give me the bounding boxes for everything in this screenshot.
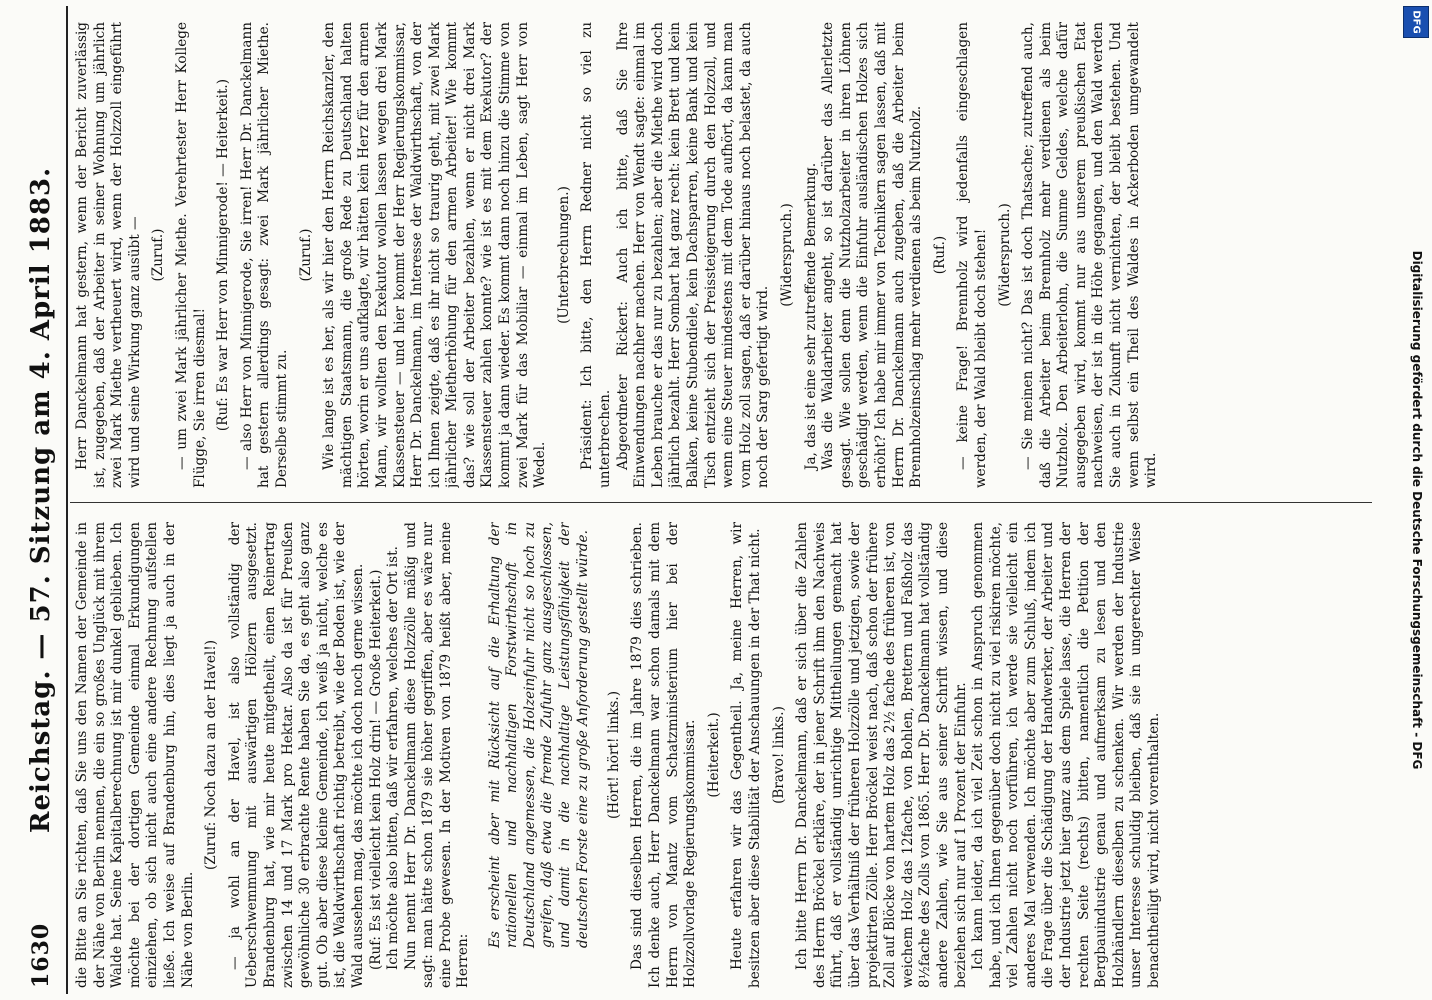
page-number: 1630 <box>28 922 54 988</box>
interjection: (Bravo! links.) <box>770 706 787 804</box>
running-title: Reichstag. — 57. Sitzung am 4. April 1883. <box>26 166 56 834</box>
paragraph: — ja wohl an der Havel, ist also vollständig der Ueberschwemmung mit auswärtigen Hölzern ausgesetzt. Brandenburg hat, wie mir heute mitgetheilt, einen Reinertrag zwischen 14 und 17 Mark pro Hektar. Also da ist für Preußen gewöhnliche 30 erbrachte Rente haben Sie da, es geht also ganz gut. Ob aber diese kleine Gemeinde, ich weiß ja nicht, welche es ist, die Waldwirthschaft richtig betreibt, wie der Boden ist, wie der Wald aussehen mag, das möchte ich doch noch gerne wissen. <box>226 522 366 988</box>
interjection: (Heiterkeit.) <box>705 712 722 798</box>
paragraph: Nun nennt Herr Dr. Danckelmann diese Holzzölle mäßig und sagt: man hätte schon 1879 sie höher gegriffen, aber es wäre nur eine Probe gewesen. In der Motiven von 1879 heißt aber, meine Herren: <box>402 522 472 988</box>
speaker-paragraph: Abgeordneter Rickert: Auch ich bitte, daß Sie Ihre Einwendungen nachher machen. Herr von Wendt sagte: einmal im Leben brauche er das nur zu bezahlen; aber die Miethe wird doch jährlich bezahlt. Herr Sombart hat ganz recht: kein Brett und kein Balken, keine Stubendiele, kein Dachsparren, keine Bank und kein Tisch entzieht sich der Preissteigerung durch den Holzzoll, und wenn eine Steuer mindestens mit dem Tode aufhört, da kann man vom Holz zoll sagen, daß er darüber hinaus noch belastet, da auch noch der Sarg gefertigt wird. <box>614 22 772 488</box>
quotation: Es erscheint aber mit Rücksicht auf die Erhaltung der rationellen und nachhaltigen Forstwirthschaft in Deutschland angemessen, die Holzeinfuhr nicht so hoch zu greifen, daß etwa die fremde Zufuhr ganz ausgeschlossen, und damit in die nachhaltige Leistungsfähigkeit der deutschen Forste eine zu große Anforderung gestellt würde. <box>486 522 591 948</box>
page-header <box>22 0 58 1000</box>
paragraph: Heute erfahren wir das Gegentheil. Ja, meine Herren, wir besitzen aber diese Stabilität der Anschauungen in der That nicht. <box>729 522 763 988</box>
paragraph: Ich bitte Herrn Dr. Danckelmann, daß er sich über die Zahlen des Herrn Bröckel erkläre, der in jener Schrift ihm den Nachweis führt, daß er vollständig unrichtige Mittheilungen gemacht hat über das Verhältniß der früheren Holzzölle und jetzigen, sowie der projektirten Zölle. Herr Bröckel weist nach, daß schon der frühere Zoll auf Blöcke von hartem Holz das 2½ fache des früheren ist, von weichem Holz das 12fache, von Bohlen, Brettern und Faßholz das 8½fache des Zolls von 1865. Herr Dr. Danckelmann hat vollständig andere Zahlen, wie Sie aus seiner Schrift wissen, und diese beziehen sich nur auf 1 Prozent der Einfuhr. <box>794 522 969 988</box>
interjection: (Unterbrechungen.) <box>555 186 572 324</box>
paragraph: — keine Frage! Brennholz wird jedenfalls eingeschlagen werden, der Wald bleibt doch stehen! <box>955 22 989 488</box>
paragraph: — um zwei Mark jährlicher Miethe. Verehrtester Herr Kollege Flügge, Sie irren diesmal! <box>173 22 208 488</box>
interjection: (Ruf: Es war Herr von Minnigerode! — Heiterkeit.) <box>215 78 232 432</box>
paragraph: Das sind dieselben Herren, die im Jahre 1879 dies schrieben. Ich denke auch, Herr Danckelmann war schon damals mit dem Herrn von Mantz vom Schatzministerium hier bei der Holzzollvorlage Regierungskommissar. <box>629 522 699 988</box>
interjection: (Hört! hört! links.) <box>605 690 622 820</box>
interjection: (Widerspruch.) <box>778 203 795 307</box>
paragraph: Herr Danckelmann hat gestern, wenn der Bericht zuverlässig ist, zugegeben, daß der Arbeiter in seiner Wohnung um jährlich zwei Mark Miethe vertheuert wird, wenn der Holzzoll eingeführt wird und seine Wirkung ganz ausübt — <box>74 22 143 488</box>
right-column <box>74 22 1394 488</box>
interjection: (Zuruf.) <box>150 228 167 282</box>
dfg-logo: DFG <box>1403 6 1429 38</box>
paragraph: Was die Waldarbeiter angeht, so ist darüber das Allerletzte gesagt. Wie sollen denn die Nutzholzarbeiter in ihren Löhnen geschädigt werden, wenn die Einfuhr ausländischen Holzes sich erhöht? Ich habe mir immer von Technikern sagen lassen, daß mit Herrn Dr. Danckelmann auch zugeben, daß die Arbeiter beim Brennholzeinschlag mehr verdienen als beim Nutzholz. <box>820 22 925 488</box>
paragraph: — also Herr von Minnigerode, Sie irren! Herr Dr. Danckelmann hat gestern allerdings gesagt: zwei Mark jährlicher Miethe. Derselbe stimmt zu. <box>238 22 290 488</box>
paragraph: Ich kann leider, da ich viel Zeit schon in Anspruch genommen habe, und ich Ihnen gegenüber doch nicht zu viel riskiren möchte, viel Zahlen nicht noch vorführen, ich werde sie vielleicht ein anderes Mal verwenden. Ich möchte aber zum Schluß, indem ich die Frage über die Schädigung der Handwerker, der Arbeiter und der Industrie jetzt hier ganz aus dem Spiele lasse, die Herren der rechten Seite (rechts) bitten, namentlich die Petition der Bergbauindustrie genau und aufmerksam zu lesen und den Holzhändlern dieselben zu schenken. Wir werden der Industrie unser Interesse schuldig bleiben, daß sie in ungerechter Weise benachtheiligt wird, nicht vorenthalten. <box>970 522 1163 988</box>
paragraph: Ich möchte also bitten, daß wir erfahren, welches der Ort ist. <box>385 546 402 970</box>
interjection: (Ruf.) <box>931 235 948 275</box>
paragraph: Ja, das ist eine sehr zutreffende Bemerkung. <box>802 162 819 470</box>
interjection: (Ruf: Es ist vielleicht kein Holz drin! — Große Heiterkeit.) <box>367 569 384 970</box>
paragraph: — Sie meinen nicht? Das ist doch Thatsache; zutreffend auch, daß die Arbeiter beim Brennholz mehr verdienen als beim Nutzholz. Den Arbeiterlohn, die Summe Geldes, welche dafür ausgegeben wird, kommt nur aus unserem preußischen Etat nachweisen, der ist in die Höhe gegangen, und den Wald werden Sie auch in Zukunft nicht vernichten, der bleibt bestehen. Und wenn selbst ein Theil des Waldes in Ackerboden umgewandelt wird. <box>1020 22 1160 488</box>
column-divider <box>70 502 1372 503</box>
header-rule <box>66 6 68 994</box>
interjection: (Zuruf: Noch dazu an der Havel!) <box>203 639 220 871</box>
dfg-watermark <box>1402 0 1432 1000</box>
watermark-text: Digitalisierung gefördert durch die Deutsche Forschungsgemeinschaft - DFG <box>1410 250 1424 770</box>
interjection: (Zuruf.) <box>297 228 314 282</box>
paragraph: Wie lange ist es her, als wir hier den Herrn Reichskanzler, den mächtigen Staatsmann, die große Rede zu Deutschland halten hörten, worin er uns aufklagte, wir hätten kein Herz für den armen Mann, wir wollten den Exekutor wollen lassen wegen drei Mark Klassensteuer — und hier kommt der Herr Regierungskommissar, Herr Dr. Danckelmann, im Interesse der Waldwirthschaft, von der ich Ihnen zeigte, daß es ihr nicht so traurig geht, mit zwei Mark jährlicher Mietherhöhung für den armen Arbeiter! Wie kommt das? wie soll der Arbeiter bezahlen, wenn er nicht drei Mark Klassensteuer zahlen konnte? wie ist es mit dem Exekutor? der kommt ja dann wieder. Es kommt dann noch hinzu die Stimme von zwei Mark für das Mobiliar — einmal im Leben, sagt Herr von Wedel. <box>321 22 549 488</box>
speaker-paragraph: Präsident: Ich bitte, den Herrn Redner nicht so viel zu unterbrechen. <box>579 22 614 488</box>
left-column <box>74 522 1394 988</box>
interjection: (Widerspruch.) <box>996 203 1013 307</box>
paragraph: die Bitte an Sie richten, daß Sie uns den Namen der Gemeinde in der Nähe von Berlin nennen, die ein so großes Unglück mit ihrem Walde hat. Seine Kapitalberechnung ist mir dunkel geblieben. Ich möchte bei der dortigen Gemeinde einmal Erkundigungen einziehen, ob sich nicht auch eine andere Rechnung aufstellen ließe. Ich weise auf Brandenburg hin, dies liegt ja auch in der Nähe von Berlin. <box>74 522 196 988</box>
